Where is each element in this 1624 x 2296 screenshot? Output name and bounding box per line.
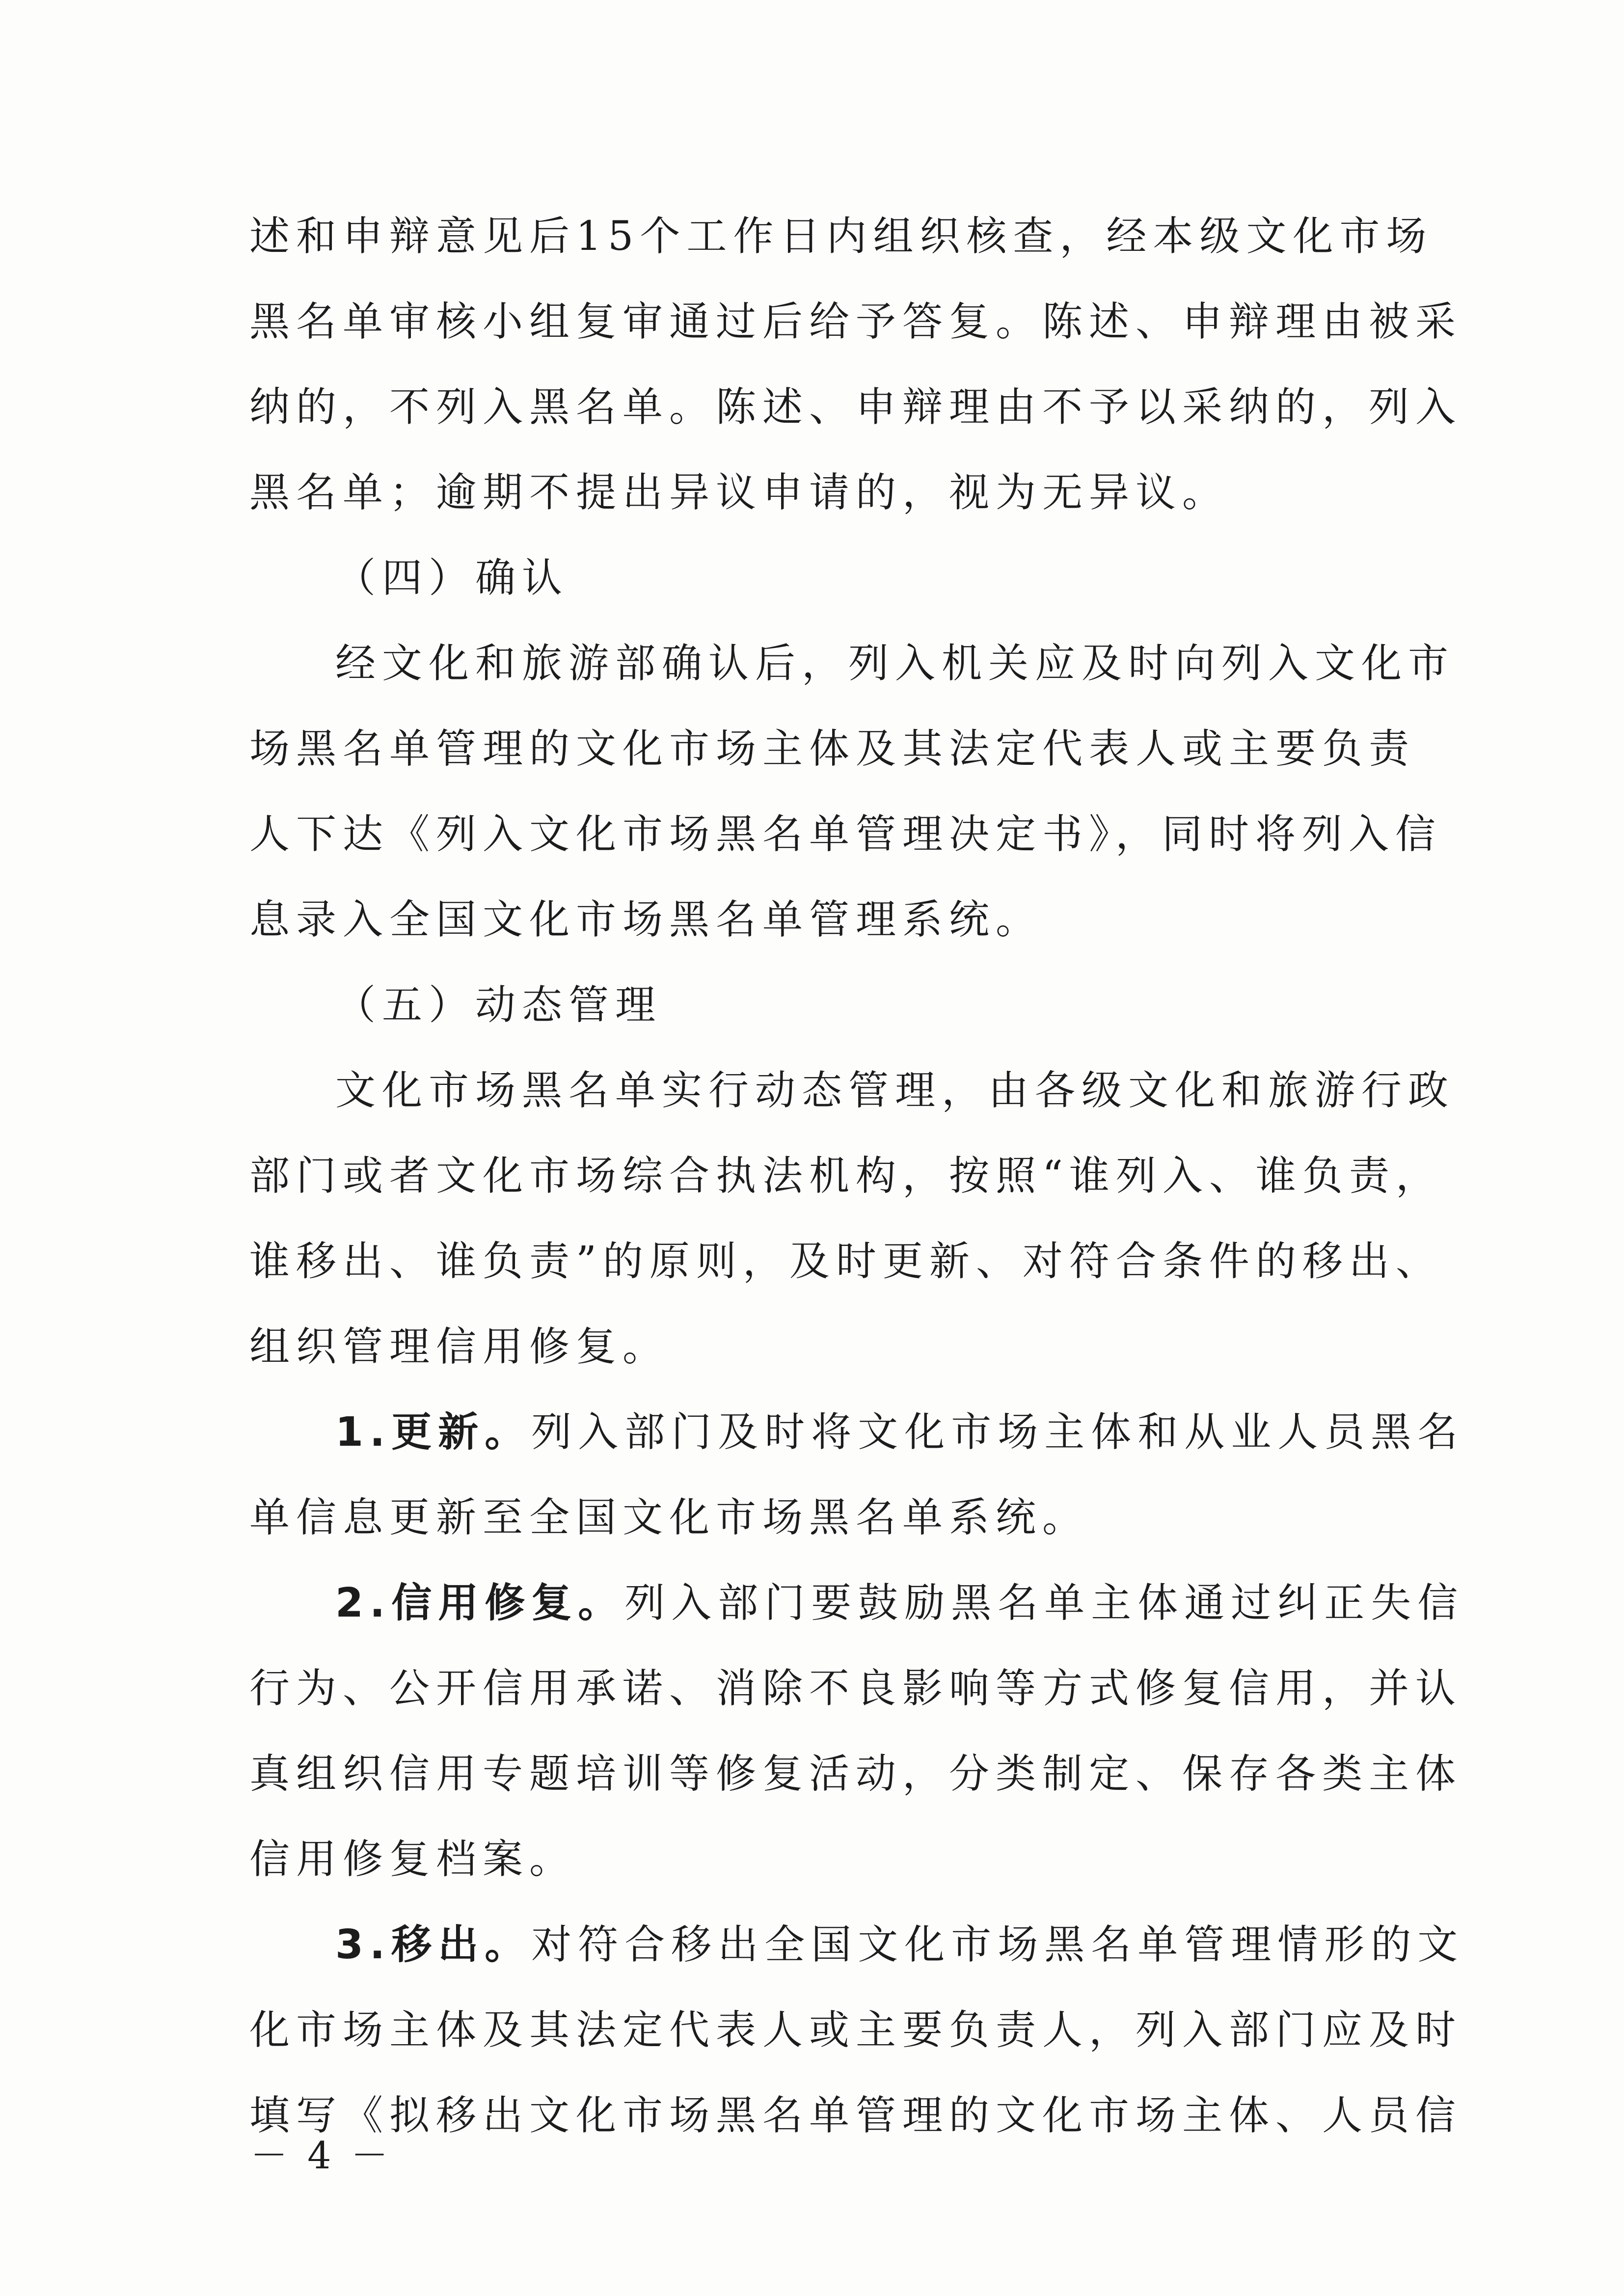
item-credit-repair: [249, 1569, 1464, 1654]
item-update-label: 1.更新。: [335, 1409, 532, 1456]
section-heading-confirm: （四）确认: [335, 555, 569, 601]
item-removal: [249, 1911, 1464, 1996]
text-line: 真组织信用专题培训等修复活动，分类制定、保存各类主体: [249, 1751, 1462, 1797]
text-line: 黑名单审核小组复审通过后给予答复。陈述、申辩理由被采: [249, 298, 1462, 345]
text-line: 部门或者文化市场综合执法机构，按照“谁列入、谁负责，: [249, 1153, 1442, 1199]
item-credit-repair-label: 2.信用修复。: [335, 1580, 625, 1626]
text-line: 组织管理信用修复。: [249, 1324, 670, 1370]
item-update-text: 列入部门及时将文化市场主体和从业人员黑名: [531, 1409, 1464, 1456]
text-line: 息录入全国文化市场黑名单管理系统。: [249, 896, 1043, 943]
item-removal-text: 对符合移出全国文化市场黑名单管理情形的文: [531, 1921, 1464, 1968]
text-line: 化市场主体及其法定代表人或主要负责人，列入部门应及时: [249, 2007, 1462, 2053]
section-heading-dynamic-management: （五）动态管理: [335, 982, 662, 1028]
item-credit-repair-text: 列入部门要鼓励黑名单主体通过纠正失信: [624, 1580, 1464, 1626]
text-line: 谁移出、谁负责”的原则，及时更新、对符合条件的移出、: [249, 1238, 1442, 1285]
text-line: 文化市场黑名单实行动态管理，由各级文化和旅游行政: [335, 1067, 1455, 1114]
page-number: － 4 －: [250, 2134, 392, 2177]
document-body: [249, 202, 1464, 2167]
item-update: [249, 1398, 1464, 1484]
text-line: 纳的，不列入黑名单。陈述、申辩理由不予以采纳的，列入: [249, 384, 1462, 431]
text-line: 场黑名单管理的文化市场主体及其法定代表人或主要负责: [249, 726, 1416, 772]
text-line: 行为、公开信用承诺、消除不良影响等方式修复信用，并认: [249, 1665, 1462, 1712]
text-line: 人下达《列入文化市场黑名单管理决定书》，同时将列入信: [249, 811, 1442, 858]
item-removal-label: 3.移出。: [335, 1921, 532, 1968]
text-line: 经文化和旅游部确认后，列入机关应及时向列入文化市: [335, 640, 1455, 687]
text-line: 填写《拟移出文化市场黑名单管理的文化市场主体、人员信: [249, 2092, 1462, 2139]
text-line: 单信息更新至全国文化市场黑名单系统。: [249, 1494, 1089, 1541]
text-line: 黑名单；逾期不提出异议申请的，视为无异议。: [249, 469, 1229, 516]
text-line: 述和申辩意见后15个工作日内组织核查，经本级文化市场: [249, 213, 1433, 260]
text-line: 信用修复档案。: [249, 1836, 576, 1883]
